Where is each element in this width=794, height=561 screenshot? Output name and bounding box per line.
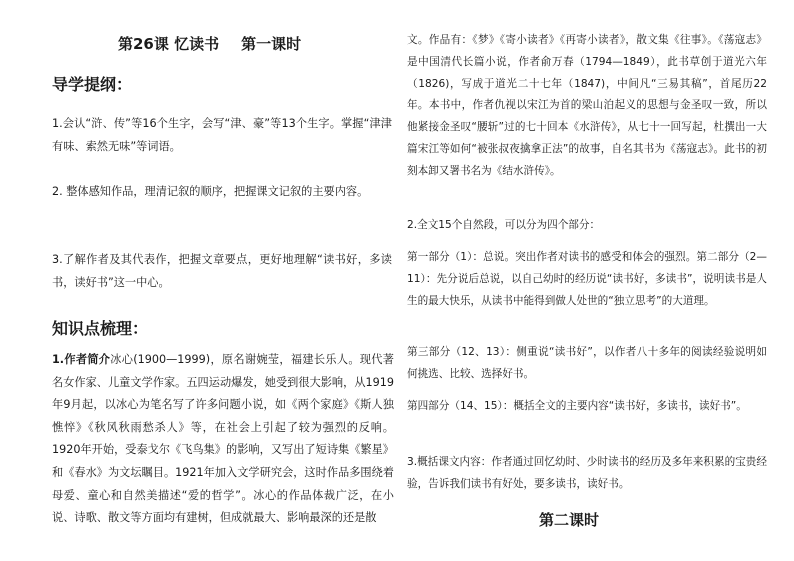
period-title: 第一课时 <box>241 35 302 53</box>
guide-heading: 导学提纲： <box>52 75 133 94</box>
structure-intro: 2.全文15个自然段，可以分为四个部分： <box>407 219 601 231</box>
part-1-2-paragraph: 第一部分（1）：总说。突出作者对读书的感受和体会的强烈。第二部分（2—11）：先分说后总说，以自己幼时的经历说“读书好，多读书”，说明读书是人生的最大快乐，从读书中能得到做人处世的“独立思考”的大道理。 <box>407 251 767 307</box>
page-title <box>118 33 358 54</box>
author-intro-paragraph <box>52 349 394 530</box>
guide-item-2: 2. 整体感知作品，理清记叙的顺序，把握课文记叙的主要内容。 <box>52 185 369 198</box>
works-paragraph: 文。作品有：《梦》《寄小读者》《再寄小读者》，散文集《往事》。《荡寇志》是中国清代长篇小说，作者俞万春（1794—1849），此书草创于道光六年（1826)，写成于道光二十七年（1847)，中间凡“三易其稿”，首尾历22年。本书中，作者仇视以宋江为首的梁山泊起义的思想与金圣叹一致，所以他紧接金圣叹“腰斩”过的七十回本《水浒传》，从七十一回写起，杜撰出一大篇宋江等如何“被张叔夜擒拿正法”的故事，自名其书为《荡寇志》。此书的初刻本卸又署书名为《结水浒传》。 <box>407 34 767 177</box>
knowledge-heading: 知识点梳理： <box>52 319 149 338</box>
guide-item-1: 1.会认“浒、传”等16个生字，会写“津、豪”等13个生字。掌握“津津有味、索然无味”等词语。 <box>52 117 392 153</box>
author-intro-label: 1.作者简介 <box>52 353 111 366</box>
part-4-paragraph: 第四部分（14、15）：概括全文的主要内容“读书好，多读书，读好书”。 <box>407 400 747 412</box>
content-summary: 3.概括课文内容：作者通过回忆幼时、少时读书的经历及多年来积累的宝贵经验，告诉我们读书有好处，要多读书，读好书。 <box>407 456 767 490</box>
part-3-paragraph: 第三部分（12、13）：侧重说“读书好”，以作者八十多年的阅读经验说明如何挑选、比较、选择好书。 <box>407 346 767 380</box>
guide-item-3: 3.了解作者及其代表作，把握文章要点，更好地理解“读书好，多读书，读好书”这一中心。 <box>52 253 392 289</box>
second-period-heading: 第二课时 <box>539 511 600 529</box>
author-intro-text: 冰心(1900—1999)，原名谢婉莹，福建长乐人。现代著名女作家、儿童文学作家。五四运动爆发，她受到很大影响，从1919年9月起，以冰心为笔名写了许多问题小说，如《两个家庭》《斯人独憔悴》《秋风秋雨愁杀人》等，在社会上引起了较为强烈的反响。1920年开始，受泰戈尔《飞鸟集》的影响，又写出了短诗集《繁星》和《春水》为文坛瞩目。1921年加入文学研究会，这时作品多围绕着母爱、童心和自然美描述“爱的哲学”。冰心的作品体裁广泛，在小说、诗歌、散文等方面均有建树，但成就最大、影响最深的还是散 <box>52 353 394 525</box>
lesson-title: 第26课 忆读书 <box>118 35 220 53</box>
